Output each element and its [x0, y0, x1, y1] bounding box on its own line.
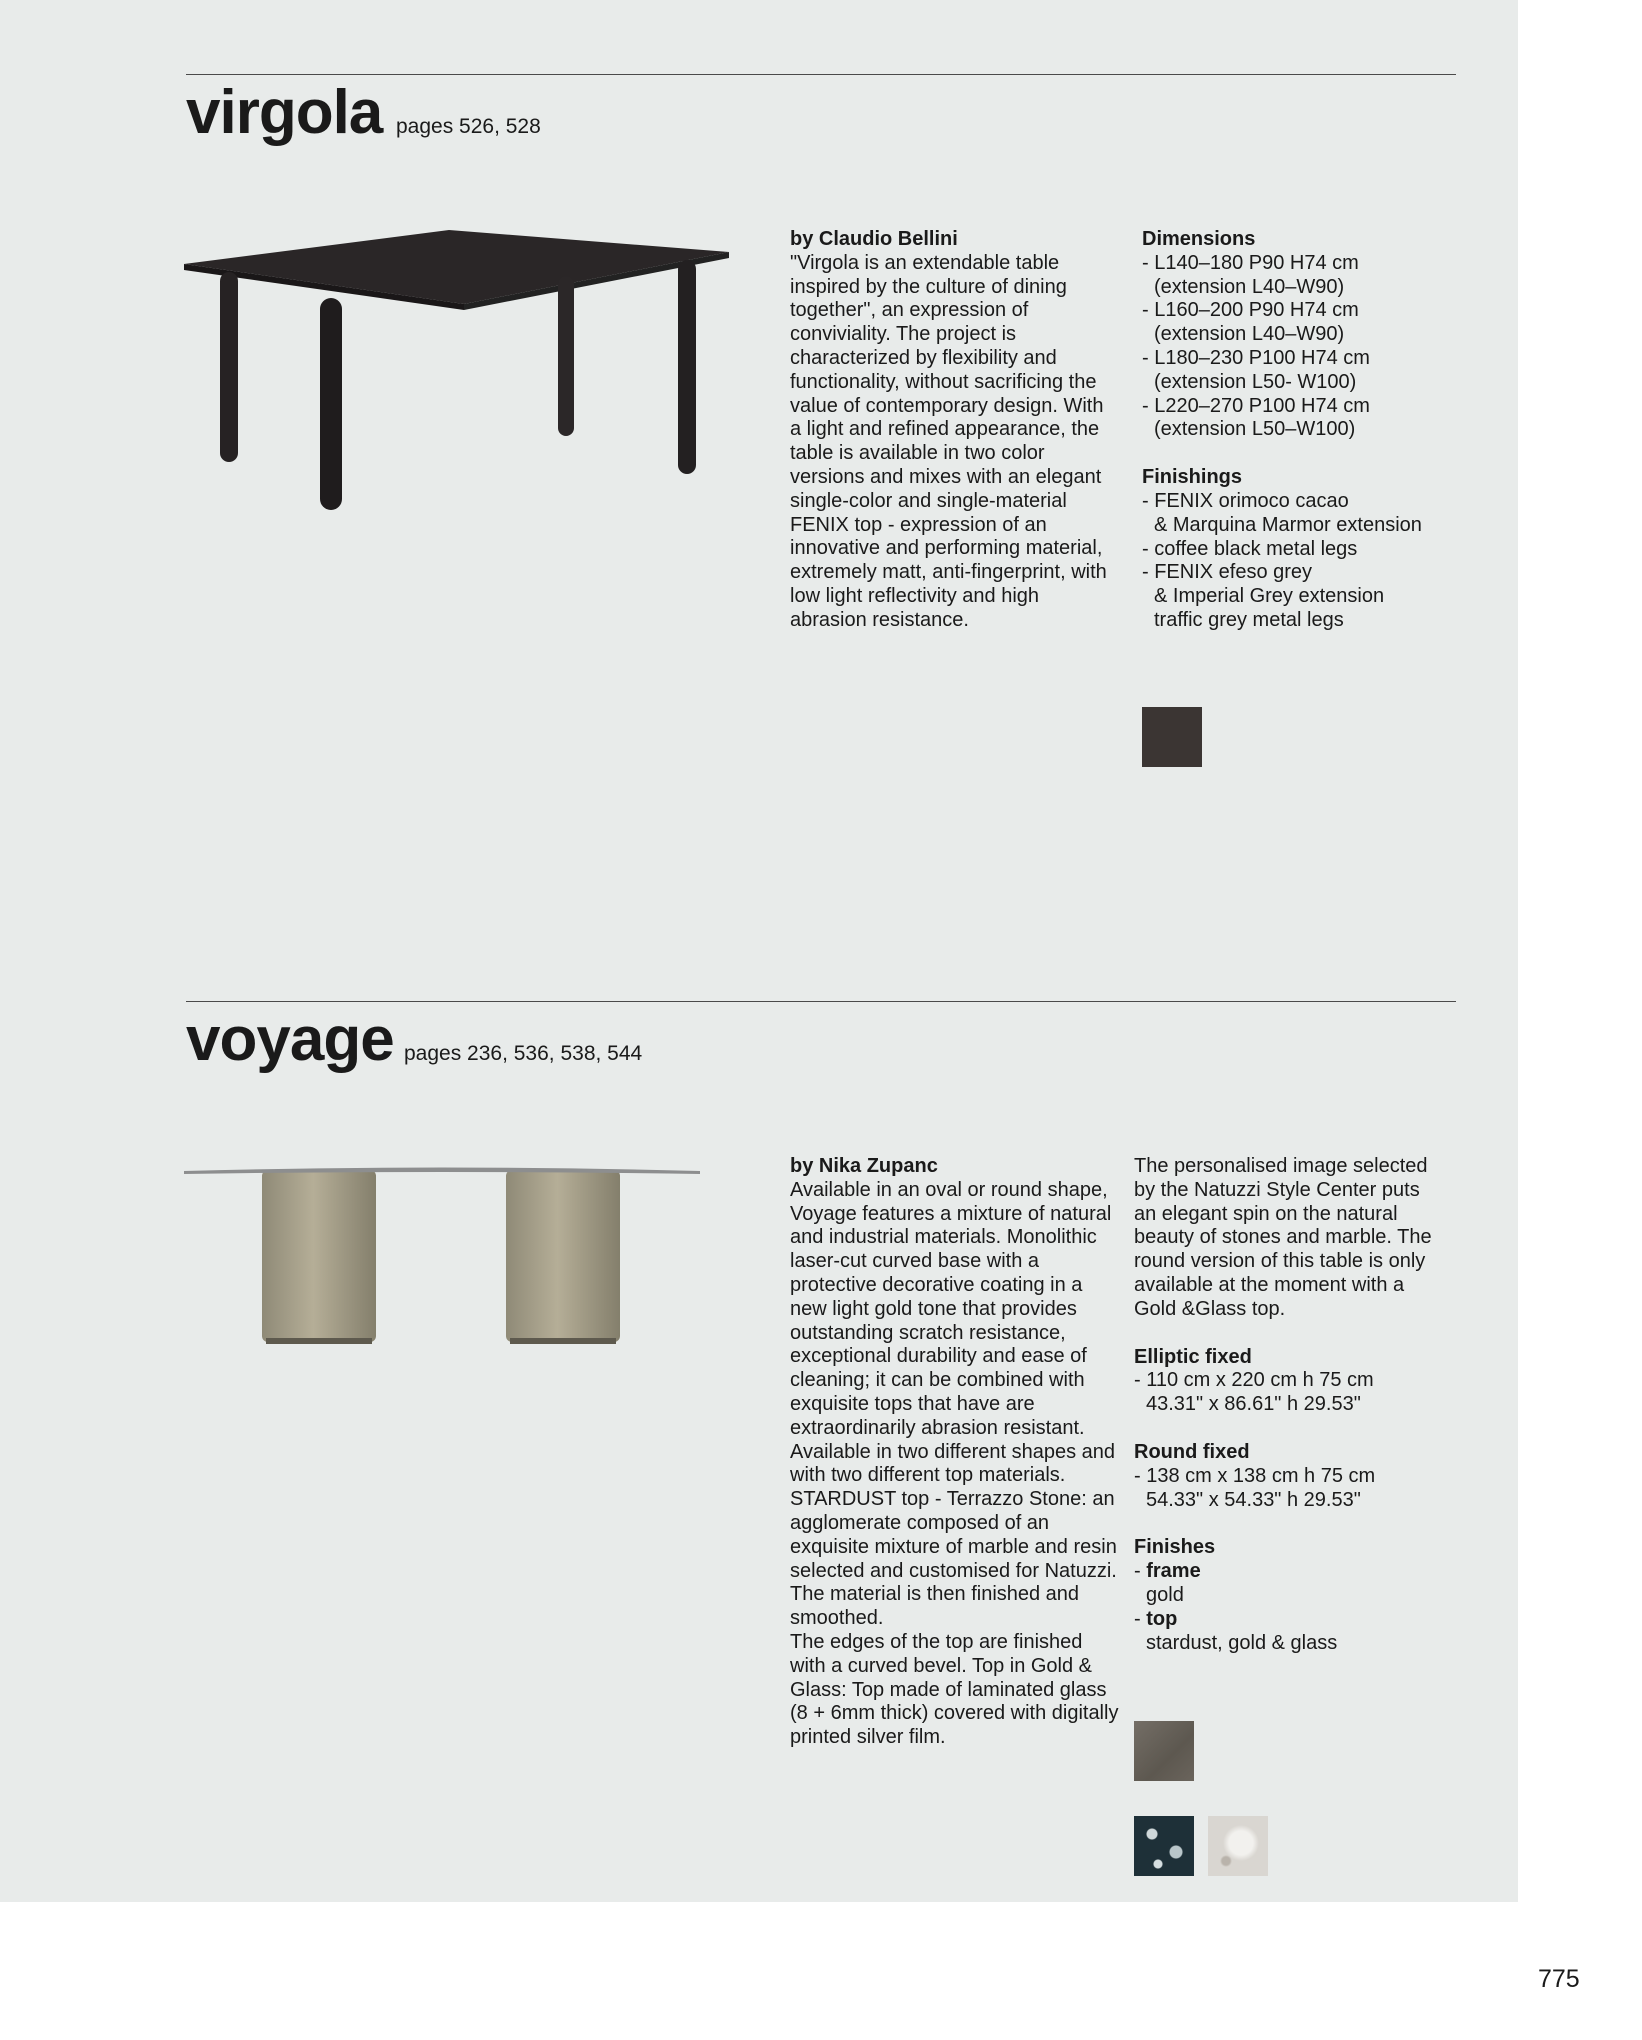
top-label-line: - top: [1134, 1607, 1178, 1630]
round-heading: Round fixed: [1134, 1440, 1250, 1463]
frame-value: gold: [1146, 1583, 1184, 1606]
dimension-extension: (extension L40–W90): [1154, 323, 1345, 346]
page-number: 775: [1538, 1965, 1580, 1993]
designer-credit: by Nika Zupanc: [790, 1155, 938, 1177]
dimension-extension: (extension L50–W100): [1154, 418, 1356, 441]
dimension-extension: (extension L50- W100): [1154, 370, 1357, 393]
elliptic-imperial: 43.31" x 86.61" h 29.53": [1146, 1393, 1361, 1416]
description-paragraph: Available in an oval or round shape, Voyage features a mixture of natural and industrial materials. Monolithic laser-cut curved base with a protective decorative coating in a new light gold tone that provides outstanding scratch resistance, exceptional durability and ease of cleaning; it can be combined with exquisite tops that have are extraordinarily abrasion resistant. Available in two different shapes and with two different top materials. STARDUST top - Terrazzo Stone: an agglomerate composed of an exquisite mixture of marble and resin selected and customised for Natuzzi.: [790, 1178, 1117, 1582]
dimensions-heading: Dimensions: [1142, 228, 1256, 250]
finishes-heading: Finishes: [1134, 1536, 1216, 1559]
finishing-detail: traffic grey metal legs: [1154, 608, 1344, 631]
finishing-detail: & Marquina Marmor extension: [1154, 513, 1422, 536]
dimension-extension: (extension L40–W90): [1154, 275, 1345, 298]
top-value: stardust, gold & glass: [1146, 1631, 1338, 1654]
voyage-table-image: [182, 1164, 702, 1350]
product-title-virgola: virgola: [186, 78, 383, 147]
page-references-voyage: pages 236, 536, 538, 544: [404, 1042, 643, 1065]
round-metric: - 138 cm x 138 cm h 75 cm: [1134, 1464, 1376, 1487]
style-center-intro: The personalised image selected by the Natuzzi Style Center puts an elegant spin on the natural beauty of stones and marble. The round version of this table is only available at the moment with a Gold &Glass top.: [1134, 1155, 1432, 1320]
round-imperial: 54.33" x 54.33" h 29.53": [1146, 1488, 1361, 1511]
color-swatch-cacao: [1142, 707, 1202, 767]
finishing-line: - FENIX orimoco cacao: [1142, 489, 1349, 512]
section-divider: [186, 1001, 1456, 1002]
description-paragraph: The material is then finished and smoothed.: [790, 1583, 1080, 1630]
frame-label-line: - frame: [1134, 1560, 1201, 1583]
product-title-voyage: voyage: [186, 1005, 394, 1074]
swatch-gold-glass-top: [1208, 1816, 1268, 1876]
page-references-virgola: pages 526, 528: [396, 115, 541, 138]
virgola-description-column: [790, 228, 1120, 633]
dimension-line: - L160–200 P90 H74 cm: [1142, 299, 1359, 322]
product-description: "Virgola is an extendable table inspired by the culture of dining together", an expression of conviviality. The project is characterized by flexibility and functionality, without sacrificing the value of contemporary design. With a light and refined appearance, the table is available in two color versions and mixes with an elegant single-color and single-material FENIX top - expression of an innovative and performing material, extremely matt, anti-fingerprint, with low light reflectivity and high abrasion resistance.: [790, 251, 1107, 631]
voyage-specs-column: [1134, 1155, 1444, 1655]
top-label: top: [1146, 1607, 1178, 1630]
swatch-gold-frame: [1134, 1721, 1194, 1781]
dimension-line: - L140–180 P90 H74 cm: [1142, 251, 1359, 274]
description-paragraph: The edges of the top are finished with a curved bevel. Top in Gold & Glass: Top made of laminated glass (8 + 6mm thick) covered with digitally printed silver film.: [790, 1630, 1119, 1749]
finishing-detail: & Imperial Grey extension: [1154, 585, 1385, 608]
voyage-description-column: [790, 1155, 1120, 1750]
elliptic-heading: Elliptic fixed: [1134, 1345, 1252, 1368]
section-divider: [186, 74, 1456, 75]
virgola-table-image: [184, 228, 734, 514]
elliptic-metric: - 110 cm x 220 cm h 75 cm: [1134, 1369, 1374, 1392]
dimension-line: - L180–230 P100 H74 cm: [1142, 346, 1370, 369]
swatch-stardust-top: [1134, 1816, 1194, 1876]
finishings-heading: Finishings: [1142, 466, 1242, 489]
finishing-line: - FENIX efeso grey: [1142, 561, 1313, 584]
frame-label: frame: [1146, 1560, 1201, 1583]
dimension-line: - L220–270 P100 H74 cm: [1142, 394, 1370, 417]
designer-credit: by Claudio Bellini: [790, 228, 958, 250]
finishing-line: - coffee black metal legs: [1142, 537, 1358, 560]
virgola-specs-column: [1142, 228, 1462, 633]
